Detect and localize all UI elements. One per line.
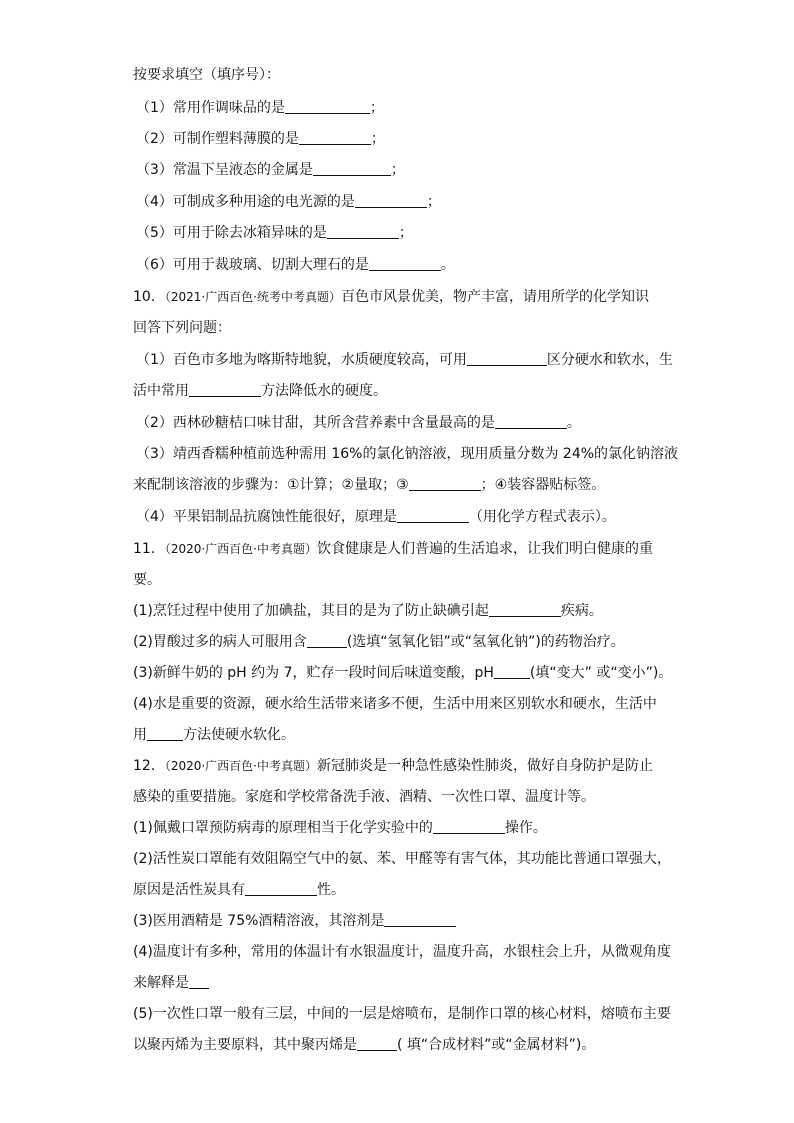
q12-part-4-text-b: 来解释是 [133,975,189,991]
q10-part-3-text-b: 来配制该溶液的步骤为：①计算；②量取；③ [133,477,409,493]
q12-part-4-cont [133,974,209,992]
q10-part-1-text-d: 方法降低水的硬度。 [261,383,387,399]
q11-part-3 [133,664,672,682]
answer-blank[interactable] [397,508,469,523]
answer-blank[interactable] [495,414,567,429]
q11-part-4-text-d: 方法使硬水软化。 [183,727,295,743]
q9-item-2 [136,130,385,148]
q9-item-1-end: ； [369,100,384,116]
q9-item-6-end: 。 [440,257,455,273]
q10-part-1-text-c: 活中常用 [133,383,189,399]
question-source: （2021·广西百色·统考中考真题） [164,290,341,304]
q11-part-3-text: (3)新鲜牛奶的 pH 约为 7，贮存一段时间后味道变酸，pH [133,665,494,681]
answer-blank[interactable] [327,224,399,239]
q10-stem-line-2 [133,319,231,337]
q9-item-3-end: ； [390,162,405,178]
q11-part-2 [133,633,625,651]
answer-blank[interactable] [245,881,317,896]
q9-item-2-text: （2）可制作塑料薄膜的是 [136,131,299,147]
question-number: 10． [133,289,165,305]
q12-stem-text-2: 感染的重要措施。家庭和学校常备洗手液、酒精、一次性口罩、温度计等。 [133,789,595,805]
q12-part-1-text: (1)佩戴口罩预防病毒的原理相当于化学实验中的 [133,820,433,836]
q11-part-1-text: (1)烹饪过程中使用了加碘盐，其目的是为了防止缺碘引起 [133,603,489,619]
q12-part-2-text-b: 原因是活性炭具有 [133,882,245,898]
answer-blank[interactable] [299,130,371,145]
question-number: 11． [133,541,165,557]
q12-part-1 [133,819,547,837]
answer-blank[interactable] [494,664,530,679]
q12-part-2 [133,850,671,868]
q12-part-3-text: (3)医用酒精是 75%酒精溶液，其溶剂是 [133,913,385,929]
q10-stem-text-2: 回答下列问题： [133,320,231,336]
answer-blank[interactable] [313,161,391,176]
q9-item-5 [136,224,413,242]
answer-blank[interactable] [355,193,427,208]
q12-part-5-text: (5)一次性口罩一般有三层，中间的一层是熔喷布，是制作口罩的核心材料，熔喷布主要 [133,1006,671,1022]
question-source: （2020·广西百色·中考真题） [164,542,317,556]
answer-blank[interactable] [384,912,456,927]
q12-part-4 [133,943,671,961]
q12-part-5 [133,1005,671,1023]
q12-part-5-cont [133,1036,595,1054]
q9-item-5-end: ； [398,225,413,241]
intro-label: 按要求填空（填序号）： [133,67,280,83]
q9-item-5-text: （5）可用于除去冰箱异味的是 [136,225,327,241]
q9-item-4-text: （4）可制成多种用途的电光源的是 [136,194,355,210]
q12-stem-line-2 [133,788,595,806]
q11-part-1-end: 疾病。 [560,603,603,619]
q11-part-4-text-b: 来区别软水和硬水，生活中 [488,696,657,712]
q10-stem-text: 百色市风景优美，物产丰富，请用所学的化学知识 [341,289,649,305]
q12-part-2-text: (2)活性炭口罩能有效阻隔空气中的氨、苯、甲醛等有害气体，其功能比普通口罩强大， [133,851,671,867]
q9-item-4 [136,193,441,211]
q12-part-2-end: 性。 [317,882,345,898]
q12-part-5-text-b: 以聚丙烯为主要原料，其中聚丙烯是 [133,1037,357,1053]
answer-blank[interactable] [489,602,561,617]
q10-part-3-text: （3）靖西香糯种植前选种需用 16%的氯化钠溶液，现用质量分数为 24%的氯化钠溶液 [136,446,679,462]
q11-part-2-end: (选填“氢氧化铝”或“氢氧化钠”)的药物治疗。 [346,634,625,650]
q9-item-6-text: （6）可用于裁玻璃、切割大理石的是 [136,257,369,273]
q12-part-1-end: 操作。 [504,820,547,836]
q12-part-5-end: ( 填“合成材料”或“金属材料”)。 [397,1037,596,1053]
q11-stem-line-1 [133,540,653,558]
answer-blank[interactable] [369,256,441,271]
answer-blank[interactable] [357,1036,397,1051]
q11-part-4-cont [133,726,295,744]
answer-blank[interactable] [307,633,347,648]
q10-part-4-text: （4）平果铝制品抗腐蚀性能很好，原理是 [136,509,397,525]
answer-blank[interactable] [409,476,481,491]
answer-blank[interactable] [467,351,547,366]
answer-blank[interactable] [285,99,370,114]
q9-item-2-end: ； [370,131,385,147]
q10-part-1-text: （1）百色市多地为喀斯特地貌，水质硬度较高，可用 [136,352,467,368]
q10-part-1-cont [133,382,387,400]
answer-blank[interactable] [189,382,261,397]
answer-blank[interactable] [433,819,505,834]
q9-item-6 [136,256,455,274]
question-source: （2020·广西百色·中考真题） [164,759,317,773]
q11-part-4 [133,695,657,713]
q11-stem-text-2: 要。 [133,572,161,588]
q10-part-3-text-c: ；④装容器贴标签。 [480,477,606,493]
q10-part-2-end: 。 [566,415,581,431]
q10-stem-line-1 [133,288,649,306]
q10-part-2 [136,414,581,432]
q10-part-1 [136,351,673,369]
q11-stem-text: 饮食健康是人们普遍的生活追求，让我们明白健康的重 [317,541,653,557]
q12-part-2-cont [133,881,345,899]
q11-part-4-text-c: 用 [133,727,147,743]
answer-blank[interactable] [189,974,209,989]
q10-part-4-text-b: （用化学方程式表示）。 [468,509,616,525]
q10-part-3-cont [133,476,605,494]
intro-text [133,66,280,84]
question-number: 12． [133,758,165,774]
q9-item-1 [136,99,384,117]
q10-part-4 [136,508,616,526]
q12-stem-line-1 [133,757,653,775]
q11-part-3-end: (填“变大” 或“变小”)。 [529,665,673,681]
q9-item-3 [136,161,405,179]
q12-part-4-text: (4)温度计有多种，常用的体温计有水银温度计，温度升高，水银柱会上升，从微观角度 [133,944,671,960]
q9-item-1-text: （1）常用作调味品的是 [136,100,285,116]
answer-blank[interactable] [147,726,183,741]
q12-part-3 [133,912,456,930]
q10-part-1-text-b: 区分硬水和软水，生 [546,352,673,368]
q10-part-3 [136,445,678,463]
q9-item-4-end: ； [426,194,441,210]
q11-part-1 [133,602,603,620]
q10-part-2-text: （2）西林砂糖桔口味甘甜，其所含营养素中含量最高的是 [136,415,495,431]
q11-part-2-text: (2)胃酸过多的病人可服用含 [133,634,307,650]
q11-part-4-text: (4)水是重要的资源，硬水给生活带来诸多不便，生活中用 [133,696,489,712]
q12-stem-text: 新冠肺炎是一种急性感染性肺炎，做好自身防护是防止 [317,758,653,774]
q11-stem-line-2 [133,571,161,589]
q9-item-3-text: （3）常温下呈液态的金属是 [136,162,313,178]
